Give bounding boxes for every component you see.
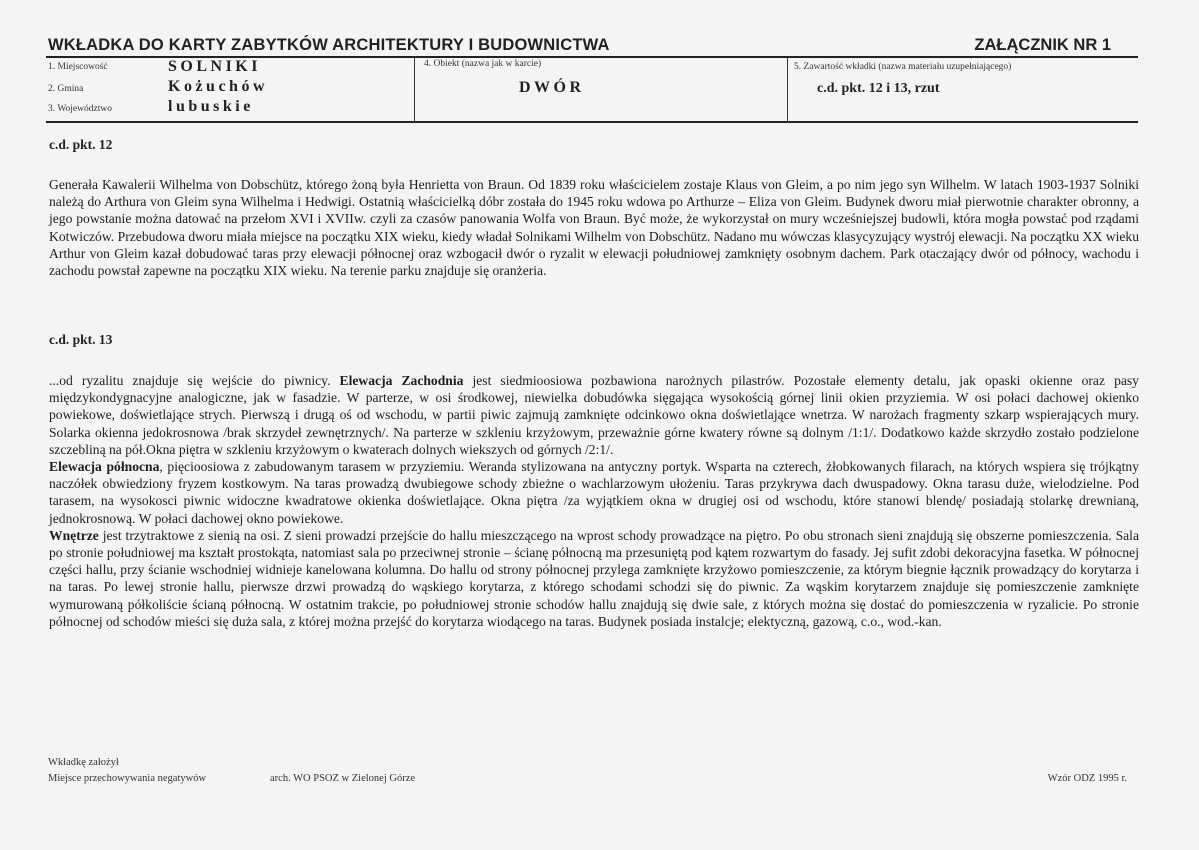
header-divider <box>787 58 788 121</box>
north-elevation-text: , pięcioosiowa z zabudowanym tarasem w przyziemiu. Weranda stylizowana na antyczny portyk. Wsparta na czterech, żłobkowanych filarach, na których wspiera się trójkątny naczółek obwiedziony fryzem kostkowym. Na taras prowadzą dwubiegowe schody zbieżne o wachlarzowym ułożeniu. Taras przykrywa dach dwuspadowy. Okna tarasu duże, wielodzielne. Pod tarasem, na wysokosci piwnic widoczne kwadratowe okienka doświetlające. Okna piętra /za wyjątkiem okna w drugiej osi od wschodu, które stanowi blendę/ posiadają stolarkę drewnianą, jednokrosnową. W połaci dachowej okno powiekowe. <box>49 459 1139 526</box>
inserted-by-label: Wkładkę założył <box>48 757 119 768</box>
west-elevation-heading: Elewacja Zachodnia <box>339 373 464 388</box>
header-bottom-rule <box>46 121 1138 123</box>
annex-number: ZAŁĄCZNIK NR 1 <box>974 36 1111 54</box>
north-elevation-heading: Elewacja północna <box>49 459 160 475</box>
west-elevation-intro: ...od ryzalitu znajduje się wejście do piwnicy. <box>49 373 331 388</box>
locality-label: 1. Miejscowość <box>48 62 108 72</box>
interior-text: jest trzytraktowe z sienią na osi. Z sieni prowadzi przejście do hallu mieszczącego na wprost schody prowadzące na piętro. Po obu stronach sieni znajdują się obszerne pomieszczenia. Sala po stronie południowej ma kształt prostokąta, natomiast sala po przeciwnej stronie – ścianę północną ma przesuniętą pod kątem rozwartym do fasady. Jej sufit zdobi dekoracyjna fasetka. W północnej części hallu, przy ścianie wschodniej widnieje kanelowana kolumna. Do hallu od strony północnej przylega zamknięte krzyżowo pomieszczenie, za którym biegnie łącznik prowadzący do korytarza i na taras. Po lewej stronie hallu, pierwsze drzwi prowadzą do wąskiego korytarza, z którego schodami schodzi się do piwnic. Za wąskim korytarzem znajduje się pomieszczenie zamknięte wymurowaną półkoliście ścianą północną. W ostatnim trakcie, po południowej stronie schodów hallu znajdują się dwie sale, z których można się dostać do pomieszczenia w ryzalicie. Po stronie północnej od schodów mieści się duża sala, z której można przejść do korytarza wiodącego na taras. Budynek posiada instalcje; elektyczną, gazową, c.o., wod.-kan. <box>49 527 1139 629</box>
content-label: 5. Zawartość wkładki (nazwa materiału uzupełniającego) <box>794 62 1012 72</box>
section-12-text: Generała Kawalerii Wilhelma von Dobschütz, którego żoną była Henrietta von Braun. Od 1839 roku właścicielem zostaje Klaus von Gleim, a po nim jego syn Wilhelm. W latach 1903-1937 Solniki należą do Arthura von Gleim syna Wilhelma i Hedwigi. Ostatnią właścicielką dóbr została do 1945 roku wdowa po Arthurze – Eliza von Gleim. Budynek dworu miał pierwotnie charakter obronny, a jego powstanie można datować na przełom XVI i XVIIw. czyli za czasów panowania Wolfa von Braun. Być może, że wykorzystał on mury wcześniejszej budowli, która mogła powstać pod rządami Kotwiczów. Przebudowa dworu miała miejsce na początku XIX wieku, kiedy władał Solnikami Wilhelm von Dobschütz. Nadano mu wówczas klasycyzujący wystrój elewacji. Na początku XX wieku Arthur von Gleim kazał dobudować taras przy elewacji północnej oraz wzbogacił dwór o ryzalit w elewacji południowej zamknięty osobnym dachem. Park otaczający dwór od północy, wachodu i zachodu powstał zapewne na początku XIX wieku. Na terenie parku znajduje się oranżeria. <box>49 177 1139 279</box>
commune-label: 2. Gmina <box>48 84 84 94</box>
section-13-text <box>49 372 1139 630</box>
interior-heading: Wnętrze <box>49 527 99 543</box>
object-value: DWÓR <box>519 79 585 96</box>
negatives-location-value: arch. WO PSOZ w Zielonej Górze <box>270 773 416 784</box>
voivodeship-value: lubuskie <box>168 98 254 115</box>
document-title: WKŁADKA DO KARTY ZABYTKÓW ARCHITEKTURY I BUDOWNICTWA <box>48 36 610 54</box>
negatives-location-label: Miejsce przechowywania negatywów <box>48 773 207 784</box>
west-elevation-text: jest siedmioosiowa pozbawiona narożnych pilastrów. Pozostałe elementy detalu, jak opaski okienne oraz pasy międzykondygnacyjne analogiczne, jak w fasadzie. W parterze, w osi środkowej, niewielka dobudówka sięgająca wysokością górnej linii okien przyziemia. W osi połaci dachowej okienko powiekowe, doświetlające strych. Pierwszą i drugą oś od wschodu, w partii piwic zajmują zamknięte odcinkowo okna doświetlające wnetrza. W narożach fragmenty szkarp wspierających mury. Solarka okienna jedokrosnowa /brak skrzydeł zewnętrznych/. Na parterze w szkleniu krzyżowym, przeważnie górne kwatery równe są dolnym /1:1/. Dodatkowo każde skrzydło zostało podzielone szczebliną na pół.Okna piętra w szkleniu krzyżowym o kwaterach dolnych wiekszych od górnych /2:1/. <box>49 373 1139 457</box>
content-value: c.d. pkt. 12 i 13, rzut <box>817 81 940 96</box>
voivodeship-label: 3. Województwo <box>48 104 112 114</box>
header-divider <box>414 58 415 121</box>
section-12-heading: c.d. pkt. 12 <box>49 137 113 152</box>
object-label: 4. Obiekt (nazwa jak w karcie) <box>424 59 542 69</box>
section-13-heading: c.d. pkt. 13 <box>49 332 113 347</box>
commune-value: Kożuchów <box>168 78 268 95</box>
locality-value: SOLNIKI <box>168 58 261 75</box>
form-model: Wzór ODZ 1995 r. <box>1047 773 1127 784</box>
